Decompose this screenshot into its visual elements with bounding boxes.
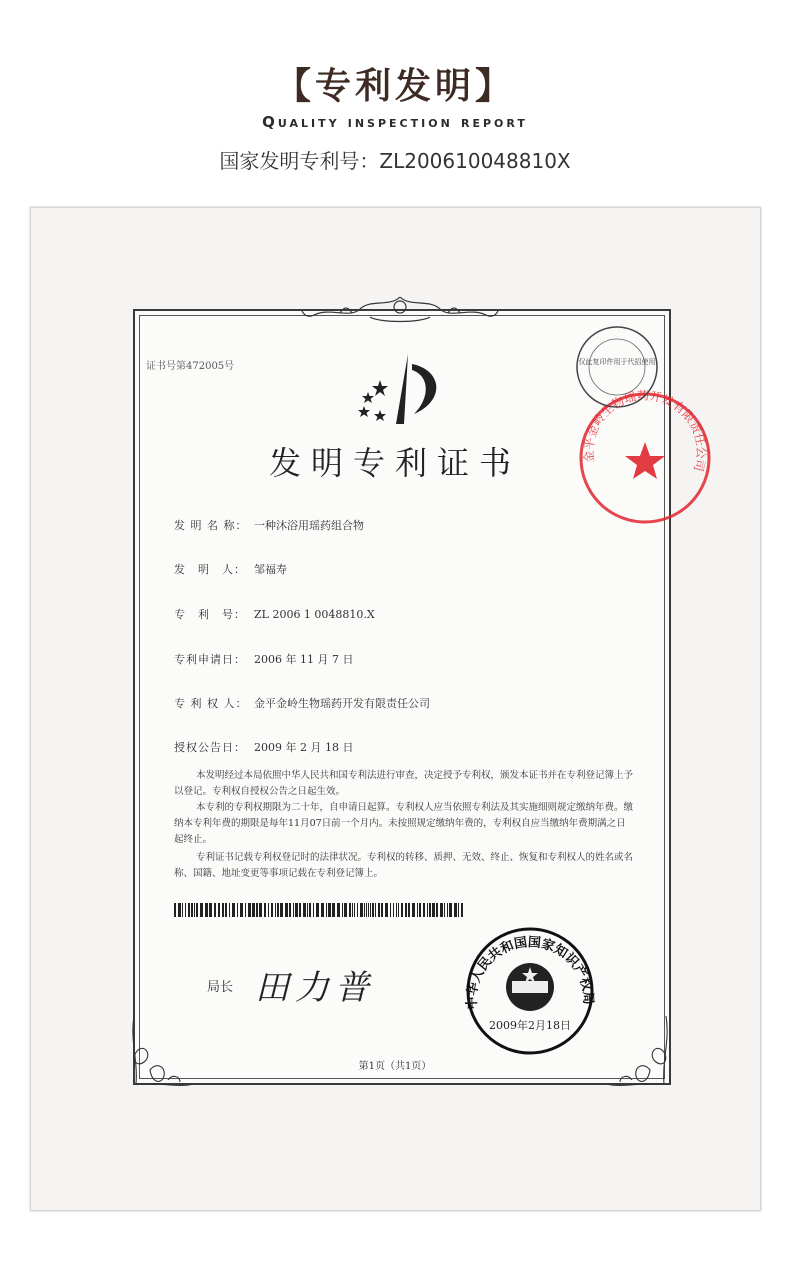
field-label: 发 明 人： (174, 563, 246, 576)
bottom-left-ornament-icon (128, 1010, 198, 1090)
certificate-number: 证书号第472005号 (146, 361, 235, 372)
field-value: 一种沐浴用瑶药组合物 (254, 519, 364, 532)
patent-number-line: 国家发明专利号：ZL200610048810X (219, 149, 571, 173)
field-label: 专 利 权 人： (174, 697, 248, 710)
copy-stamp-icon (572, 322, 662, 412)
certificate-paragraph: 本专利的专利权期限为二十年，自申请日起算。专利权人应当依照专利法及其实施细则规定缴纳年费。缴纳本专利年费的期限是每年11月07日前一个月内。未按照规定缴纳年费的，专利权自应当缴纳年费期满之日起终止。 (174, 802, 634, 845)
top-ornament-icon (300, 293, 500, 325)
sipo-logo-icon (350, 350, 450, 430)
field-patent-number (174, 606, 375, 622)
certificate-paragraph: 本发明经过本局依照中华人民共和国专利法进行审查，决定授予专利权，颁发本证书并在专利登记簿上予以登记。专利权自授权公告之日起生效。 (174, 770, 634, 797)
certificate-paragraph: 专利证书记载专利权登记时的法律状况。专利权的转移、质押、无效、终止、恢复和专利权人的姓名或名称、国籍、地址变更等事项记载在专利登记簿上。 (174, 852, 634, 879)
page-number: 第1页（共1页） (358, 1061, 432, 1072)
seal-date: 2009年2月18日 (489, 1019, 571, 1032)
field-value: 2006 年 11 月 7 日 (254, 653, 354, 666)
sipo-seal-icon (460, 925, 600, 1055)
field-invention-name (174, 517, 364, 533)
company-seal-text: 金平金岭生物瑶药开发有限责任公司 (581, 388, 709, 473)
sipo-seal-text: 中华人民共和国国家知识产权局 (464, 935, 596, 1010)
page-subtitle: Quality inspection report (262, 113, 528, 131)
field-label: 专 利 号： (174, 608, 246, 621)
barcode (174, 903, 464, 917)
field-value: ZL 2006 1 0048810.X (254, 608, 375, 621)
page-title: 【专利发明】 (274, 65, 515, 107)
field-label: 发 明 名 称： (174, 519, 248, 532)
field-inventor (174, 561, 287, 577)
field-application-date (174, 651, 353, 667)
field-value: 金平金岭生物瑶药开发有限责任公司 (254, 697, 430, 710)
field-grant-date (174, 739, 353, 755)
certificate-title: 发明专利证书 (268, 444, 521, 482)
field-label: 专利申请日： (174, 653, 246, 666)
director-label: 局长 (207, 980, 234, 995)
field-value: 邹福寿 (254, 563, 287, 576)
field-label: 授权公告日： (174, 741, 246, 754)
field-value: 2009 年 2 月 18 日 (254, 741, 354, 754)
director-signature: 田力普 (255, 968, 375, 1008)
copy-stamp-text: 仅此复印件用于代招使用 (578, 358, 656, 366)
field-patentee (174, 695, 430, 711)
bottom-right-ornament-icon (602, 1010, 672, 1090)
